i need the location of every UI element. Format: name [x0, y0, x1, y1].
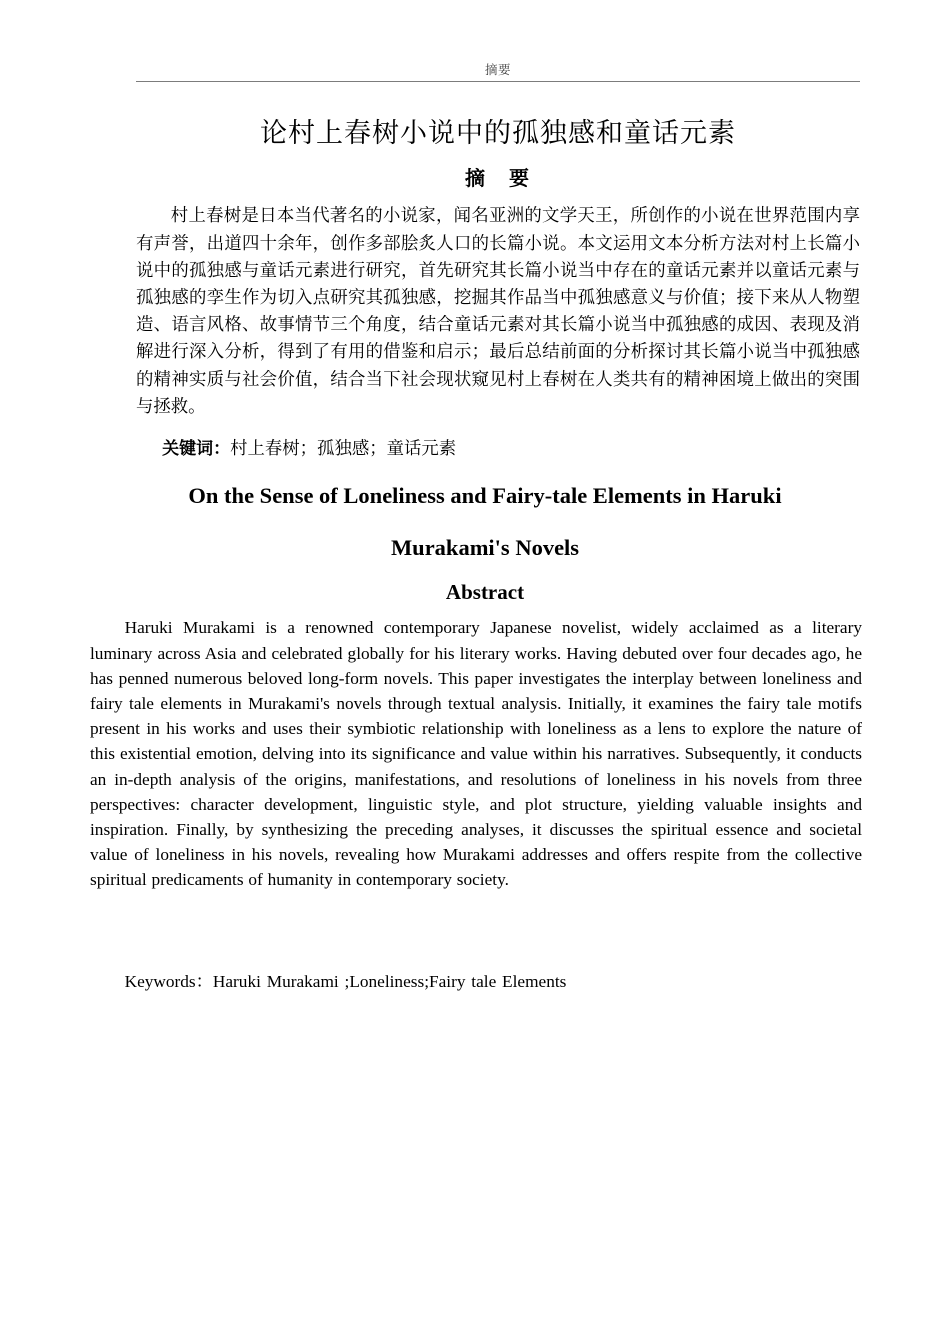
- chinese-abstract-body: 村上春树是日本当代著名的小说家，闻名亚洲的文学天王，所创作的小说在世界范围内享有声誉，出道四十余年，创作多部脍炙人口的长篇小说。本文运用文本分析方法对村上长篇小说中的孤独感与童话元素进行研究，首先研究其长篇小说当中存在的童话元素并以童话元素与孤独感的孪生作为切入点研究其孤独感，挖掘其作品当中孤独感意义与价值；接下来从人物塑造、语言风格、故事情节三个角度，结合童话元素对其长篇小说当中孤独感的成因、表现及消解进行深入分析，得到了有用的借鉴和启示；最后总结前面的分析探讨其长篇小说当中孤独感的精神实质与社会价值，结合当下社会现状窥见村上春树在人类共有的精神困境上做出的突围与拯救。: [136, 206, 860, 417]
- chinese-abstract-heading: 摘 要: [465, 165, 531, 190]
- header-divider-rule: [136, 81, 860, 82]
- page-title-english-line1: On the Sense of Loneliness and Fairy-tale Elements in Haruki: [188, 483, 782, 509]
- chinese-keywords-label: 关键词：: [162, 439, 231, 460]
- chinese-keywords-line: [136, 435, 860, 463]
- english-abstract-heading: Abstract: [445, 580, 525, 605]
- english-keywords-line: Keywords：Haruki Murakami ;Loneliness;Fairy tale Elements: [124, 972, 567, 992]
- chinese-keywords-values: 村上春树；孤独感；童话元素: [230, 439, 457, 460]
- running-head-text: 摘要: [484, 63, 511, 77]
- page-title-chinese: 论村上春树小说中的孤独感和童话元素: [260, 118, 736, 150]
- english-abstract-body: Haruki Murakami is a renowned contemporary Japanese novelist, widely acclaimed as a literary luminary across Asia and celebrated globally for his literary works. Having debuted over four decades ago, he has penned numerous beloved long-form novels. This paper investigates the interplay between loneliness and fairy tale elements in Murakami's novels through textual analysis. Initially, it examines the fairy tale motifs present in his works and uses their symbiotic relationship with loneliness as a lens to explore the nature of this existential emotion, delving into its significance and value within his narratives. Subsequently, it conducts an in-depth analysis of the origins, manifestations, and resolutions of loneliness in his novels from three perspectives: character development, linguistic style, and plot structure, yielding valuable insights and inspiration. Finally, by synthesizing the preceding analyses, it discusses the spiritual essence and societal value of loneliness in his novels, revealing how Murakami addresses and offers respite from the collective spiritual predicaments of humanity in contemporary society.: [90, 618, 862, 890]
- page-header: [136, 62, 860, 82]
- page-title-english-line2: Murakami's Novels: [390, 535, 580, 561]
